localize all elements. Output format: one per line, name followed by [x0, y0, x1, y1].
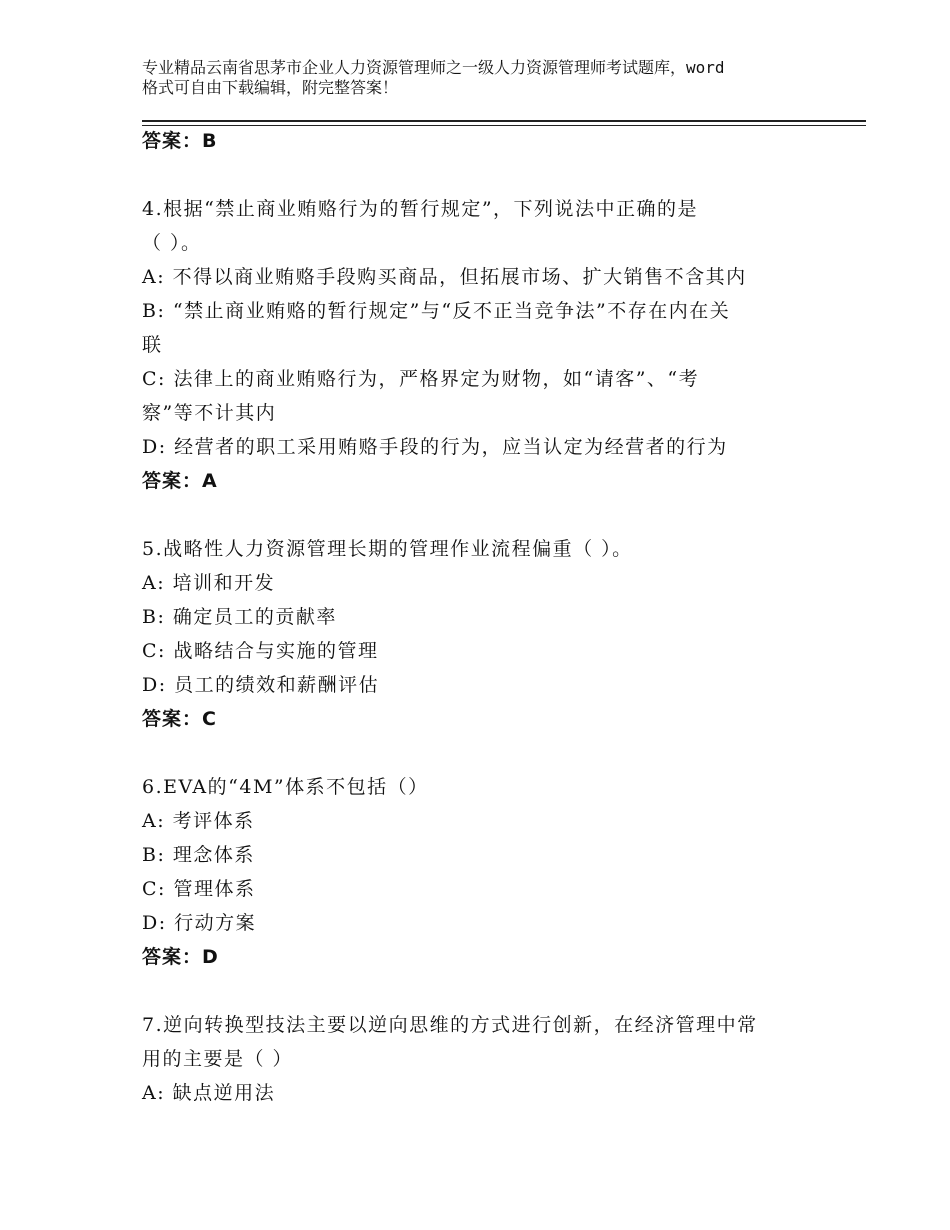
questions-container [142, 158, 842, 1110]
answer-line: 答案：C [142, 708, 217, 730]
option-text: A: 缺点逆用法 [142, 1082, 276, 1104]
header-line-2: 格式可自由下载编辑，附完整答案！ [142, 78, 399, 97]
option-text: C: 管理体系 [142, 878, 256, 900]
option-text: D: 行动方案 [142, 912, 257, 934]
option-text: B: 确定员工的贡献率 [142, 606, 337, 628]
question-stem: （ ）。 [142, 232, 202, 254]
document-header [142, 58, 832, 98]
question-list [142, 124, 842, 1110]
option-text: D: 经营者的职工采用贿赂手段的行为，应当认定为经营者的行为 [142, 436, 728, 458]
option-text: C: 法律上的商业贿赂行为，严格界定为财物，如“请客”、“考 [142, 368, 700, 390]
question-block [142, 770, 842, 974]
option-text: D: 员工的绩效和薪酬评估 [142, 674, 380, 696]
option-text: B: “禁止商业贿赂的暂行规定”与“反不正当竞争法”不存在内在关 [142, 300, 731, 322]
question-block [142, 192, 842, 498]
spacer [142, 158, 842, 192]
option-text: 察”等不计其内 [142, 402, 277, 424]
option-text: A: 培训和开发 [142, 572, 276, 594]
option-text: 联 [142, 334, 163, 356]
question-block [142, 1008, 842, 1110]
header-rule-thick [142, 120, 866, 122]
question-stem: 5.战略性人力资源管理长期的管理作业流程偏重（ ）。 [142, 538, 633, 560]
option-text: A: 不得以商业贿赂手段购买商品，但拓展市场、扩大销售不含其内 [142, 266, 747, 288]
spacer [142, 974, 842, 1008]
question-block [142, 532, 842, 736]
answer-line: 答案：D [142, 946, 219, 968]
answer-line: 答案：A [142, 470, 218, 492]
question-stem: 6.EVA的“4M”体系不包括（） [142, 776, 429, 798]
option-text: C: 战略结合与实施的管理 [142, 640, 379, 662]
option-text: B: 理念体系 [142, 844, 255, 866]
question-stem: 用的主要是（ ） [142, 1048, 294, 1070]
question-stem: 7.逆向转换型技法主要以逆向思维的方式进行创新，在经济管理中常 [142, 1014, 758, 1036]
header-line-1: 专业精品云南省思茅市企业人力资源管理师之一级人力资源管理师考试题库，word [142, 58, 725, 77]
answer-line: 答案：B [142, 130, 218, 152]
spacer [142, 498, 842, 532]
question-stem: 4.根据“禁止商业贿赂行为的暂行规定”，下列说法中正确的是 [142, 198, 699, 220]
option-text: A: 考评体系 [142, 810, 255, 832]
spacer [142, 736, 842, 770]
